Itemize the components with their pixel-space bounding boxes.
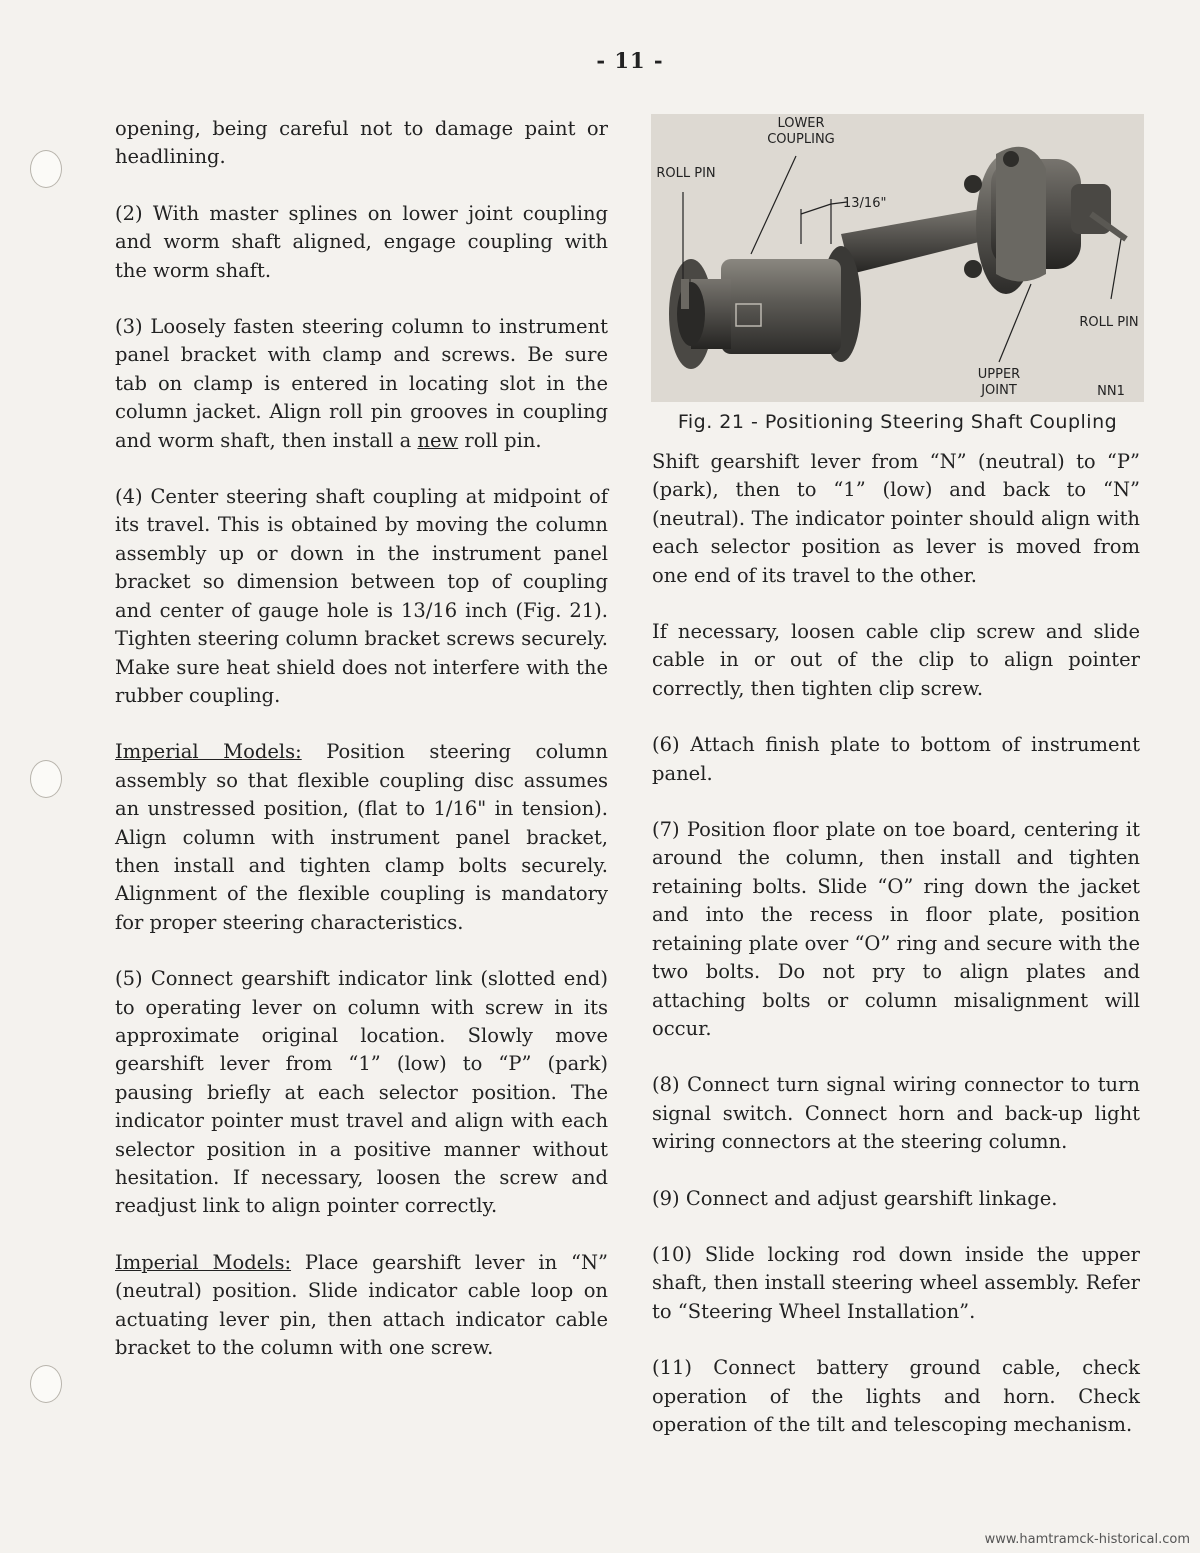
- figure-caption: Fig. 21 - Positioning Steering Shaft Coupling: [677, 411, 1118, 433]
- binder-hole: [30, 760, 62, 798]
- paragraph: If necessary, loosen cable clip screw and slide cable in or out of the clip to align pointer correctly, then tighten clip screw.: [652, 620, 1140, 700]
- steering-coupling-photo: [651, 114, 1144, 402]
- page-number: - 11 -: [596, 48, 664, 73]
- paragraph: Imperial Models: Position steering column assembly so that flexible coupling disc assumes an unstressed position, (flat to 1/16" in tension). Align column with instrument panel bracket, then install and tighten clamp bolts securely. Alignment of the flexible coupling is mandatory for proper steering characteristics.: [115, 740, 608, 934]
- paragraph: (9) Connect and adjust gearshift linkage.: [652, 1186, 1058, 1210]
- label-roll-pin-right: ROLL PIN: [1079, 315, 1139, 330]
- paragraph: (5) Connect gearshift indicator link (slotted end) to operating lever on column with screw in its approximate original location. Slowly move gearshift lever from “1” (low) to “P” (park) pausing briefly at each selector position. The indicator pointer must travel and align with each selector position in a positive manner without hesitation. If necessary, loosen the screw and readjust link to align pointer correctly.: [115, 967, 608, 1218]
- watermark: www.hamtramck-historical.com: [984, 1532, 1190, 1547]
- binder-hole: [30, 1365, 62, 1403]
- binder-hole: [30, 150, 62, 188]
- paragraph: (11) Connect battery ground cable, check operation of the lights and horn. Check operation of the tilt and telescoping mechanism.: [652, 1356, 1140, 1436]
- label-dimension: 13/16": [843, 196, 887, 211]
- label-code: NN1: [1097, 384, 1125, 399]
- coupling-illustration: [651, 114, 1144, 402]
- paragraph: (7) Position floor plate on toe board, centering it around the column, then install and tighten retaining bolts. Slide “O” ring down the jacket and into the recess in floor plate, position retaining plate over “O” ring and secure with the two bolts. Do not pry to align plates and attaching bolts or column misalignment will occur.: [652, 818, 1140, 1040]
- paragraph: (10) Slide locking rod down inside the upper shaft, then install steering wheel assembly. Refer to “Steering Wheel Installation”.: [652, 1242, 1140, 1323]
- label-lower-coupling: LOWER COUPLING: [767, 116, 835, 147]
- section-lead: Imperial Models:: [115, 1250, 292, 1274]
- paragraph: (3) Loosely fasten steering column to instrument panel bracket with clamp and screws. Be sure tab on clamp is entered in locating slot in the column jacket. Align roll pin grooves in coupling and worm shaft, then install a new roll pin.: [115, 315, 608, 452]
- section-lead: Imperial Models:: [115, 740, 302, 764]
- paragraph: (8) Connect turn signal wiring connector to turn signal switch. Connect horn and back-up light wiring connectors at the steering column.: [652, 1073, 1140, 1154]
- paragraph: (4) Center steering shaft coupling at midpoint of its travel. This is obtained by moving the column assembly up or down in the instrument panel bracket so dimension between top of coupling and center of gauge hole is 13/16 inch (Fig. 21). Tighten steering column bracket screws securely. Make sure heat shield does not interfere with the rubber coupling.: [115, 485, 608, 707]
- label-roll-pin-left: ROLL PIN: [656, 166, 716, 181]
- paragraph: Imperial Models: Place gearshift lever in “N” (neutral) position. Slide indicator cable loop on actuating lever pin, then attach indicator cable bracket to the column with one screw.: [115, 1250, 608, 1360]
- right-column: [652, 448, 1140, 1467]
- paragraph: (6) Attach finish plate to bottom of instrument panel.: [652, 733, 1140, 785]
- left-column: [115, 115, 608, 1390]
- label-upper-joint: UPPER JOINT: [977, 367, 1021, 398]
- paragraph: Shift gearshift lever from “N” (neutral) to “P” (park), then to “1” (low) and back to “N” (neutral). The indicator pointer should align with each selector position as lever is moved from one end of its travel to the other.: [652, 450, 1140, 587]
- paragraph: opening, being careful not to damage paint or headlining.: [115, 117, 608, 169]
- paragraph: (2) With master splines on lower joint coupling and worm shaft aligned, engage coupling with the worm shaft.: [115, 201, 608, 282]
